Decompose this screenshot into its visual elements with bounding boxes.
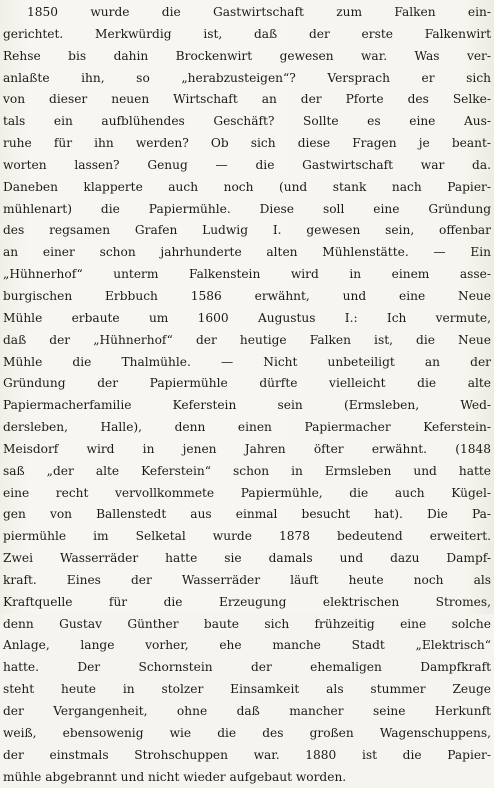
- text-line: an einer schon jahrhunderte alten Mühlenstätte. — Ein: [3, 245, 491, 260]
- text-line: gen von Ballenstedt aus einmal besucht hat). Die Pa-: [3, 507, 491, 522]
- text-line: Gründung der Papiermühle dürfte vielleicht die alte: [3, 376, 491, 391]
- text-line: des regsamen Grafen Ludwig I. gewesen sein, offenbar: [3, 223, 491, 238]
- text-line: Rehse bis dahin Brockenwirt gewesen war. Was ver-: [3, 48, 491, 63]
- text-line: Papiermacherfamilie Keferstein sein (Ermsleben, Wed-: [3, 398, 491, 413]
- text-line: Mühle die Thalmühle. — Nicht unbeteiligt an der: [3, 354, 491, 369]
- text-line: „Hühnerhof“ unterm Falkenstein wird in einem asse-: [3, 267, 491, 282]
- text-line: mühlenart) die Papiermühle. Diese soll eine Gründung: [3, 201, 491, 216]
- body-text: [3, 2, 491, 788]
- text-line: steht heute in stolzer Einsamkeit als stummer Zeuge: [3, 682, 491, 697]
- text-line: von dieser neuen Wirtschaft an der Pforte des Selke-: [3, 92, 491, 107]
- text-line: Mühle erbaute um 1600 Augustus I.: Ich vermute,: [3, 310, 491, 325]
- text-line: tals ein aufblühendes Geschäft? Sollte es eine Aus-: [3, 114, 491, 129]
- text-line: gerichtet. Merkwürdig ist, daß der erste Falkenwirt: [3, 26, 491, 41]
- text-line: piermühle im Selketal wurde 1878 bedeutend erweitert.: [3, 529, 491, 544]
- text-line: hatte. Der Schornstein der ehemaligen Dampfkraft: [3, 660, 491, 675]
- text-line: der einstmals Strohschuppen war. 1880 ist die Papier-: [3, 747, 491, 762]
- text-line: kraft. Eines der Wasserräder läuft heute noch als: [3, 572, 491, 587]
- text-line: Kraftquelle für die Erzeugung elektrischen Stromes,: [3, 594, 491, 609]
- text-line: ruhe für ihn werden? Ob sich diese Fragen je beant-: [3, 136, 491, 151]
- text-line: der Vergangenheit, ohne daß mancher seine Herkunft: [3, 704, 491, 718]
- text-line: Zwei Wasserräder hatte sie damals und dazu Dampf-: [3, 551, 491, 566]
- text-line: Anlage, lange vorher, ehe manche Stadt „Elektrisch“: [3, 638, 491, 653]
- text-line: mühle abgebrannt und nicht wieder aufgebaut worden.: [3, 769, 347, 784]
- text-line: dersleben, Halle), denn einen Papiermacher Keferstein-: [3, 420, 491, 435]
- text-line: daß der „Hühnerhof“ der heutige Falken ist, die Neue: [3, 332, 491, 347]
- text-line: burgischen Erbbuch 1586 erwähnt, und eine Neue: [3, 288, 491, 303]
- text-line: worten lassen? Genug — die Gastwirtschaft war da.: [3, 157, 491, 172]
- text-line: Meisdorf wird in jenen Jahren öfter erwähnt. (1848: [3, 441, 491, 456]
- text-line: weiß, ebensowenig wie die des großen Wagenschuppens,: [3, 725, 491, 740]
- text-line: eine recht vervollkommete Papiermühle, die auch Kügel-: [3, 485, 491, 500]
- text-line: saß „der alte Keferstein“ schon in Ermsleben und hatte: [3, 463, 491, 478]
- text-line: anlaßte ihn, so „herabzusteigen“? Versprach er sich: [3, 70, 491, 85]
- text-line: Daneben klapperte auch noch (und stank nach Papier-: [3, 179, 491, 194]
- text-line: 1850 wurde die Gastwirtschaft zum Falken ein-: [27, 5, 491, 19]
- text-line: denn Gustav Günther baute sich frühzeitig eine solche: [3, 616, 491, 631]
